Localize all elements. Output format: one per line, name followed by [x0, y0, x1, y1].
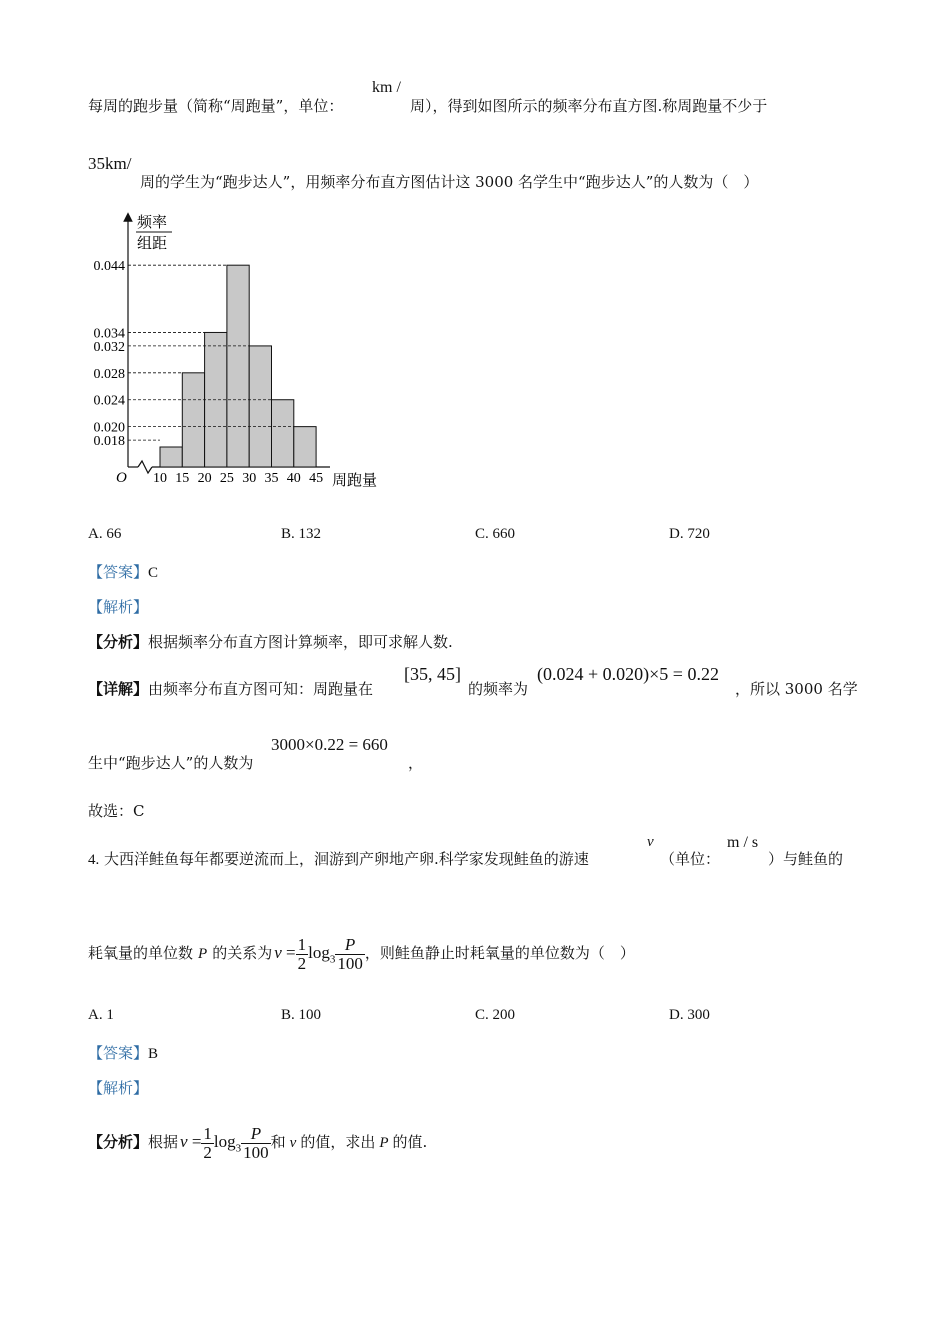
q4-var-v: v: [647, 834, 654, 850]
q3-option-d[interactable]: D. 720: [669, 526, 710, 542]
q4-frac-num: P: [335, 936, 365, 955]
histogram-bar: [272, 400, 294, 467]
q4-fenxi-frac-num: P: [241, 1125, 271, 1144]
y-axis-label-top: 频率: [137, 215, 168, 231]
q3-line1-text-a: 每周的跑步量（简称“周跑量”，单位：: [88, 97, 344, 115]
q3-line1: [88, 95, 343, 116]
q4-line2-text3: ，则鲑鱼静止时耗氧量的单位数为（ ）: [364, 944, 635, 962]
q4-fenxi-text4: 的值.: [392, 1133, 428, 1151]
x-tick-label: 25: [219, 471, 234, 486]
q3-line1-text-b: 周），得到如图所示的频率分布直方图.称周跑量不少于: [410, 97, 768, 115]
q3-detail-line2-end: ，: [408, 754, 424, 772]
q3-detail-expr: (0.024 + 0.020)×5 = 0.22: [537, 664, 719, 684]
q3-line2-text: 周的学生为“跑步达人”，用频率分布直方图估计这 3000 名学生中“跑步达人”的人数为（ ）: [140, 173, 759, 191]
q4-formula-log: log: [308, 943, 330, 962]
q3-fenxi-tag: 【分析】: [88, 633, 149, 651]
q4-fenxi-formula: [180, 1123, 271, 1162]
q4-fenxi-frac: [241, 1125, 271, 1162]
q3-unit-km: km /: [372, 79, 401, 96]
q3-detail-line2-expr: 3000×0.22 = 660: [271, 735, 388, 754]
x-tick-label: 30: [242, 471, 257, 486]
q4-fenxi-log-base: 3: [235, 1142, 242, 1155]
q4-line1-text2: ）与鲑鱼的: [768, 850, 844, 868]
q3-answer-tag: 【答案】: [88, 563, 149, 581]
y-tick-label: 0.032: [93, 339, 125, 355]
histogram-bar: [249, 346, 271, 467]
q4-formula-eq: =: [286, 943, 296, 962]
q4-line2-text1: 耗氧量的单位数: [88, 944, 194, 962]
q3-detail-text1: 由频率分布直方图可知：周跑量在: [148, 680, 374, 698]
q4-line2-text2: 的关系为: [212, 944, 273, 962]
q4-fenxi-text3: 的值，求出: [300, 1133, 376, 1151]
y-tick-label: 0.044: [93, 259, 125, 275]
x-tick-label: 15: [175, 471, 190, 486]
q4-jiexi: 【解析】: [88, 1079, 149, 1097]
y-tick-label: 0.020: [93, 420, 125, 436]
x-tick-label: 45: [309, 471, 324, 486]
q4-line1-text: 大西洋鲑鱼每年都要逆流而上，洄游到产卵地产卵.科学家发现鲑鱼的游速: [104, 850, 589, 868]
q4-option-a[interactable]: A. 1: [88, 1007, 114, 1023]
x-tick-label: 10: [153, 471, 167, 486]
q4-fenxi-frac-den: 100: [243, 1142, 269, 1162]
x-tick-label: 40: [286, 471, 301, 486]
q3-option-c[interactable]: C. 660: [475, 526, 516, 542]
q3-choose: 故选：C: [88, 802, 145, 820]
q4-fenxi-tag: 【分析】: [88, 1133, 149, 1151]
histogram-bar: [160, 447, 182, 467]
q4-fenxi-log: log: [213, 1132, 236, 1151]
q4-line1: [88, 848, 589, 869]
q4-answer-value: B: [148, 1046, 159, 1062]
y-tick-label: 0.028: [93, 366, 125, 382]
q3-answer: [88, 561, 158, 582]
histogram-bar: [294, 427, 316, 467]
y-tick-label: 0.018: [93, 434, 125, 450]
x-tick-label: 35: [264, 471, 279, 486]
q4-option-c[interactable]: C. 200: [475, 1007, 516, 1023]
x-tick-label: 20: [197, 471, 212, 486]
q4-fenxi-formula-eq: =: [191, 1132, 202, 1151]
q4-fenxi: [88, 1112, 427, 1178]
frequency-histogram: [80, 205, 400, 495]
q3-option-a[interactable]: A. 66: [88, 526, 122, 542]
q4-fenxi-formula-v: v: [180, 1132, 188, 1151]
q4-number: 4.: [88, 852, 100, 868]
q4-formula-log-base: 3: [329, 953, 336, 966]
q4-formula: [274, 934, 365, 973]
q4-fenxi-half: [201, 1125, 214, 1162]
q3-detail-interval: [35, 45]: [404, 664, 461, 684]
q4-answer-tag: 【答案】: [88, 1044, 149, 1062]
q4-answer: [88, 1042, 158, 1063]
y-axis-label-bottom: 组距: [137, 236, 168, 252]
y-tick-label: 0.034: [93, 326, 125, 342]
q3-answer-value: C: [148, 565, 159, 581]
q4-unit-open: （单位：: [660, 850, 721, 868]
q3-fenxi-text: 根据频率分布直方图计算频率，即可求解人数.: [148, 633, 453, 651]
q4-half-num: 1: [297, 934, 307, 954]
axis-break-icon: [138, 461, 152, 473]
q4-fenxi-half-num: 1: [203, 1123, 212, 1143]
q3-option-b[interactable]: B. 132: [281, 526, 322, 542]
q4-fenxi-v: v: [289, 1135, 297, 1151]
q3-line2-num: 35km/: [88, 154, 132, 173]
q4-fenxi-text2: 和: [270, 1133, 286, 1151]
q4-fenxi-text1: 根据: [148, 1133, 179, 1151]
q4-fenxi-P: P: [379, 1135, 389, 1151]
q3-detail-text3: ，所以 3000 名学: [735, 680, 858, 698]
x-axis-label: 周跑量: [332, 473, 378, 489]
q4-formula-v: v: [274, 943, 282, 962]
histogram-bar: [182, 373, 204, 467]
q3-detail-line2-text: 生中“跑步达人”的人数为: [88, 754, 254, 772]
q4-frac-den: 100: [337, 953, 363, 973]
q3-jiexi: 【解析】: [88, 598, 149, 616]
q4-option-b[interactable]: B. 100: [281, 1007, 322, 1023]
q4-line2: [88, 923, 635, 989]
q3-detail-text2: 的频率为: [468, 680, 529, 698]
q4-formula-half: [296, 936, 309, 973]
q4-option-d[interactable]: D. 300: [669, 1007, 710, 1023]
q4-fenxi-half-den: 2: [203, 1142, 212, 1162]
y-tick-label: 0.024: [93, 393, 125, 409]
q3-detail-line1: [88, 678, 373, 699]
q4-formula-frac: [335, 936, 365, 973]
origin-label: O: [116, 470, 127, 486]
q3-detail-tag: 【详解】: [88, 680, 149, 698]
q3-fenxi: [88, 631, 453, 652]
q4-var-P: P: [198, 946, 208, 962]
q4-half-den: 2: [297, 953, 307, 973]
q4-unit: m / s: [727, 834, 759, 851]
histogram-bar: [227, 265, 249, 467]
